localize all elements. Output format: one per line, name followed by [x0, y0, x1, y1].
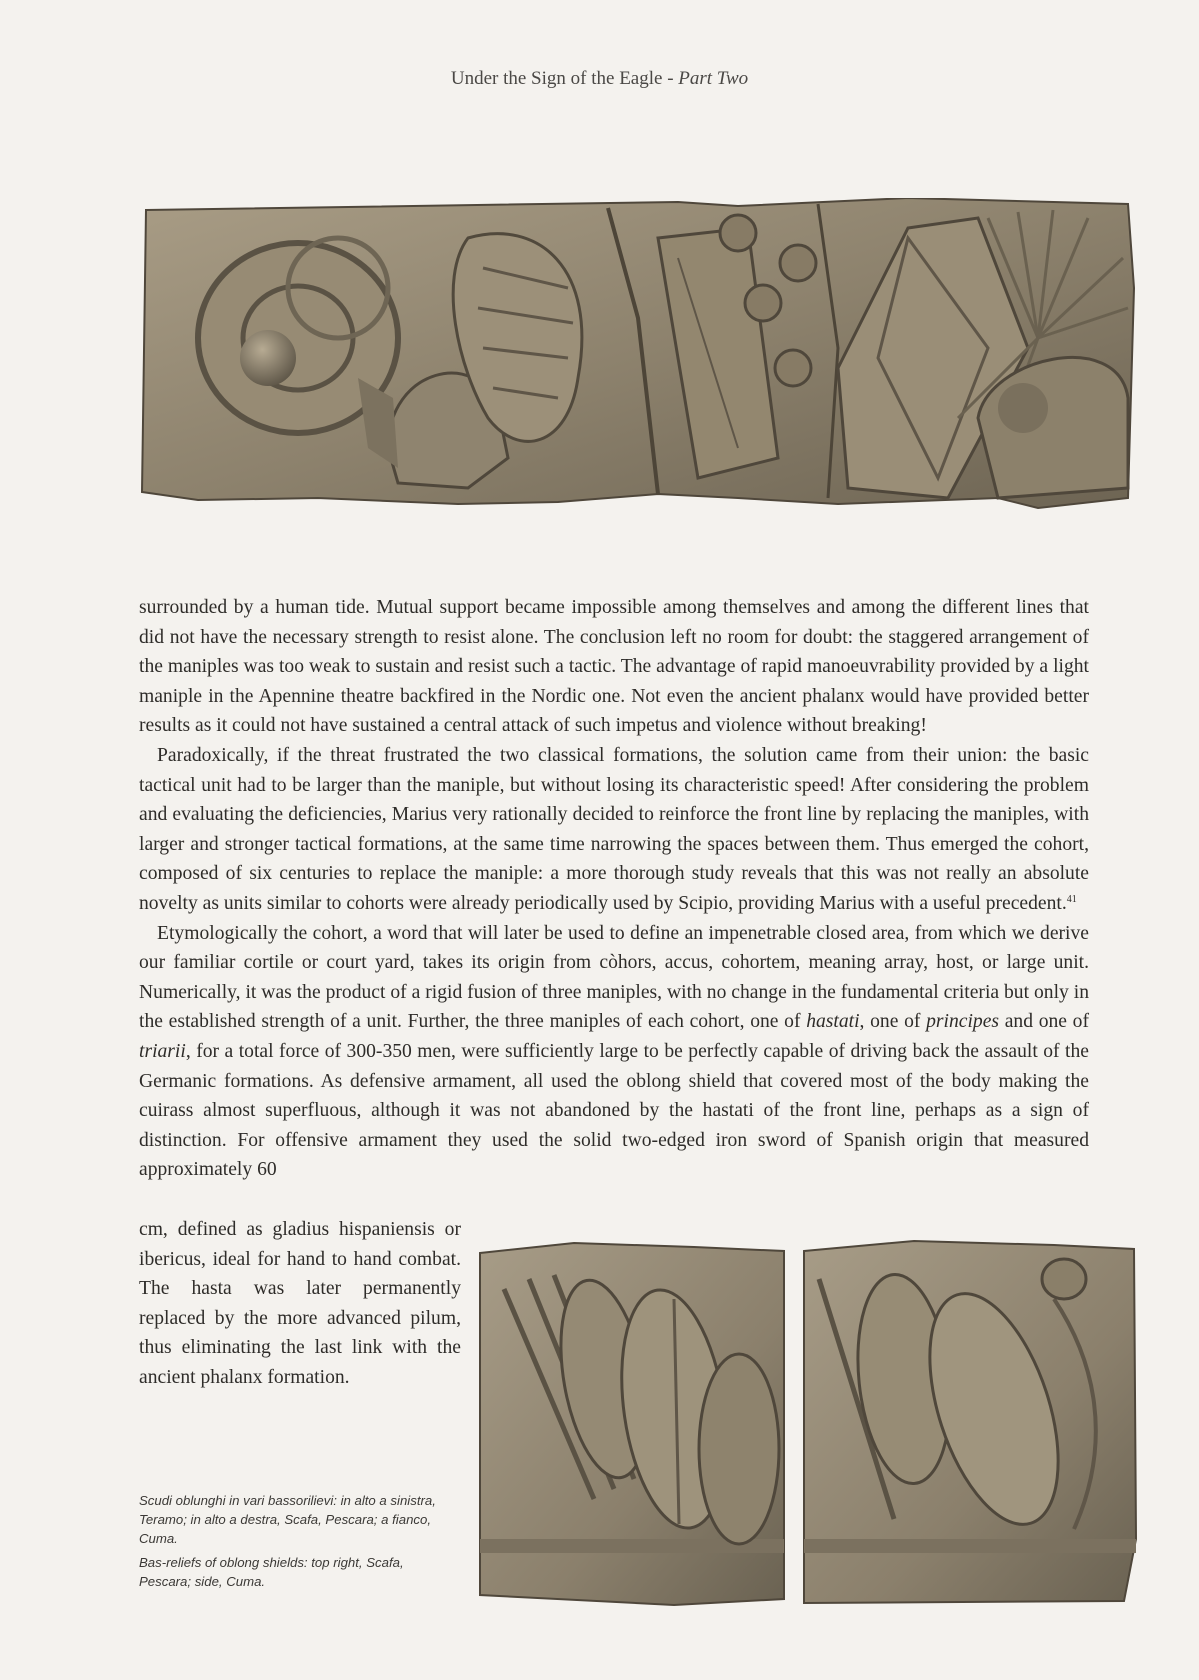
- caption-italian: Scudi oblunghi in vari bassorilievi: in alto a sinistra, Teramo; in alto a destra, Scafa, Pescara; a fianco, Cuma.: [139, 1493, 436, 1546]
- header-separator: -: [667, 68, 674, 89]
- paragraph-3: [139, 919, 1089, 1185]
- figure-caption: [139, 1491, 449, 1596]
- term-hastati: hastati: [806, 1011, 860, 1033]
- side-text: [139, 1215, 461, 1393]
- paragraph-2: [139, 741, 1089, 919]
- paragraph-3-text: and one of: [999, 1011, 1089, 1033]
- paragraph-3-text: Etymologically the cohort, a word that will later be used to define an impenetrable closed area, from which we derive our familiar cortile or court yard, takes its origin from còhors, accus, cohortem, meaning array, host, or large unit. Numerically, it was the product of a rigid fusion of three maniples, with no change in the fundamental criteria but only in the established strength of a unit. Further, the three maniples of each cohort, one of: [139, 922, 1089, 1033]
- header-part: Part Two: [678, 68, 749, 89]
- term-principes: principes: [926, 1011, 1000, 1033]
- paragraph-1: surrounded by a human tide. Mutual support became impossible among themselves and among the different lines that did not have the necessary strength to resist alone. The conclusion left no room for doubt: the staggered arrangement of the maniples was too weak to sustain and resist such a tactic. The advantage of rapid manoeuvrability provided by a light maniple in the Apennine theatre backfired in the Nordic one. Not even the ancient phalanx would have provided better results as it could not have sustained a central attack of such impetus and violence without breaking!: [139, 597, 1089, 737]
- header-title: Under the Sign of the Eagle: [450, 68, 663, 89]
- paragraph-2-text: Paradoxically, if the threat frustrated the two classical formations, the solution came from their union: the basic tactical unit had to be larger than the maniple, but without losing its characteristic speed! After considering the problem and evaluating the deficiencies, Marius very rationally decided to reinforce the front line by replacing the maniples, with larger and stronger tactical formations, at the same time narrowing the spaces between them. Thus emerged the cohort, composed of six centuries to replace the maniple: a more thorough study reveals that this was not really an absolute novelty as units similar to cohorts were already periodically used by Scipio, providing Marius with a useful precedent.: [139, 744, 1089, 914]
- term-triarii: triarii: [139, 1040, 186, 1062]
- caption-english: Bas-reliefs of oblong shields: top right, Scafa, Pescara; side, Cuma.: [139, 1555, 404, 1589]
- relief-photo-bottom: [474, 1239, 1142, 1609]
- running-header: [0, 68, 1199, 90]
- relief-photo-top: [138, 198, 1136, 535]
- paragraph-3-text: , for a total force of 300-350 men, were sufficiently large to be perfectly capable of driving back the assault of the Germanic formations. As defensive armament, all used the oblong shield that covered most of the body making the cuirass almost superfluous, although it was not abandoned by the hastati of the front line, perhaps as a sign of distinction. For offensive armament they used the solid two-edged iron sword of Spanish origin that measured approximately 60: [139, 1040, 1089, 1181]
- main-text: [139, 593, 1089, 1185]
- footnote-reference: 41: [1066, 893, 1077, 905]
- paragraph-3-text: , one of: [859, 1011, 927, 1033]
- relief-bottom-image: [474, 1239, 1142, 1609]
- relief-top-image: [138, 198, 1136, 535]
- paragraph-3-continued: cm, defined as gladius hispaniensis or ibericus, ideal for hand to hand combat. The hasta was later permanently replaced by the more advanced pilum, thus eliminating the last link with the ancient phalanx formation.: [139, 1219, 461, 1388]
